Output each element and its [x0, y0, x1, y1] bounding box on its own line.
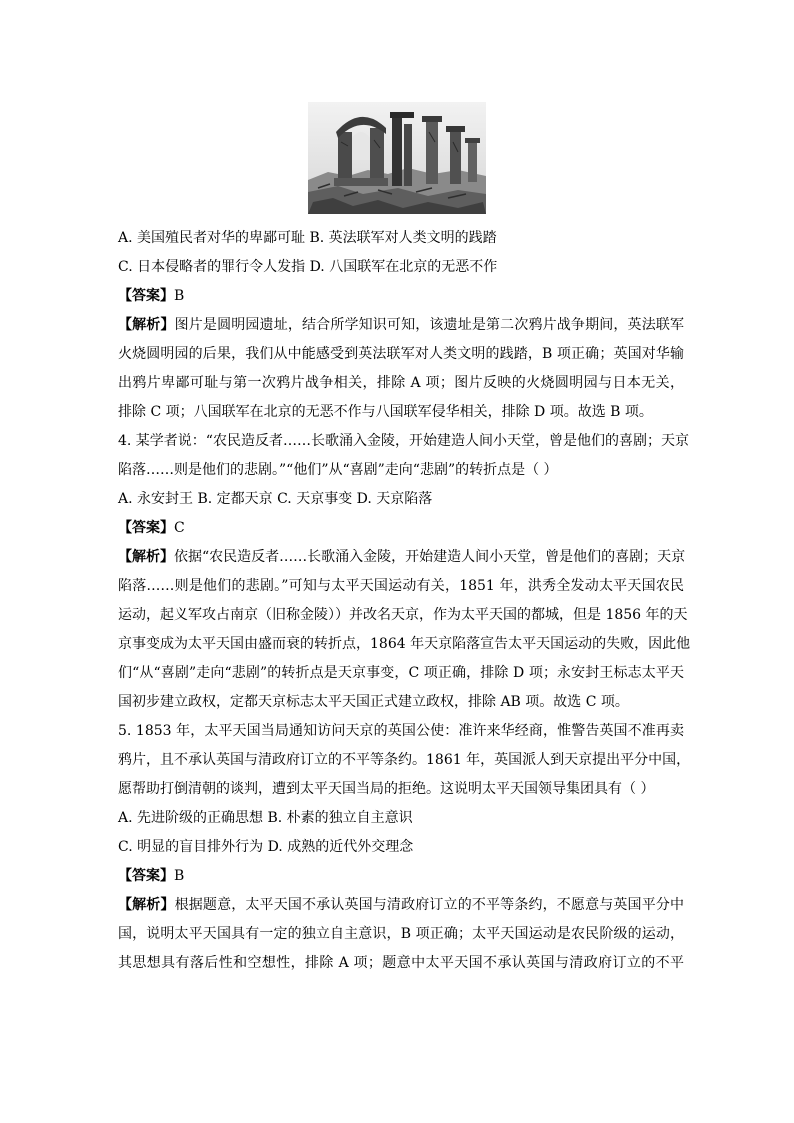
analysis-tag: 【解析】 [118, 317, 175, 333]
question-content [118, 224, 691, 978]
q3-analysis-line-2: 火烧圆明园的后果，我们从中能感受到英法联军对人类文明的践踏，B 项正确；英国对华输 [118, 346, 684, 362]
q3-options-line-1: A. 美国殖民者对华的卑鄙可耻 B. 英法联军对人类文明的践踏 [118, 230, 497, 246]
q4-analysis-line-2: 陷落……则是他们的悲剧。”可知与太平天国运动有关，1851 年，洪秀全发动太平天国农民 [118, 578, 684, 594]
analysis-text: 根据题意，太平天国不承认英国与清政府订立的不平等条约，不愿意与英国平分中 [174, 897, 685, 913]
q4-analysis-line-6: 国初步建立政权，定都天京标志太平天国正式建立政权，排除 AB 项。故选 C 项。 [118, 694, 629, 710]
answer-value: C [174, 520, 185, 536]
q3-analysis-line-3: 出鸦片卑鄙可耻与第一次鸦片战争相关，排除 A 项；图片反映的火烧圆明园与日本无关， [118, 375, 684, 391]
answer-value: B [174, 868, 185, 884]
q4-answer [118, 514, 684, 543]
q5-stem-line-2: 鸦片，且不承认英国与清政府订立的不平等条约。1861 年，英国派人到天京提出平分中国， [118, 752, 691, 768]
q5-stem-line-3: 愿帮助打倒清朝的谈判，遭到太平天国当局的拒绝。这说明太平天国领导集团具有（ ） [118, 781, 655, 797]
q3-analysis-line-4: 排除 C 项；八国联军在北京的无恶不作与八国联军侵华相关，排除 D 项。故选 B 项。 [118, 404, 653, 420]
q5-options-line-2: C. 明显的盲目排外行为 D. 成熟的近代外交理念 [118, 839, 414, 855]
analysis-tag: 【解析】 [118, 549, 174, 565]
q5-options-line-1: A. 先进阶级的正确思想 B. 朴素的独立自主意识 [118, 810, 413, 826]
answer-tag: 【答案】 [118, 520, 174, 536]
q4-analysis-line-3: 运动，起义军攻占南京（旧称金陵））并改名天京，作为太平天国的都城，但是 1856 年的天 [118, 607, 688, 623]
analysis-text: 图片是圆明园遗址，结合所学知识可知，该遗址是第二次鸦片战争期间，英法联军 [174, 317, 685, 333]
q4-analysis-line-5: 们“从“喜剧”走向“悲剧”的转折点是天京事变，C 项正确，排除 D 项；永安封王标志太平天 [118, 665, 684, 681]
analysis-text: 依据“农民造反者……长歌涌入金陵，开始建造人间小天堂，曾是他们的喜剧；天京 [174, 549, 686, 565]
answer-tag: 【答案】 [118, 288, 174, 304]
answer-tag: 【答案】 [118, 868, 174, 884]
q5-answer [118, 862, 684, 891]
q4-analysis-line-4: 京事变成为太平天国由盛而衰的转折点，1864 年天京陷落宣告太平天国运动的失败，因此他 [118, 636, 691, 652]
q3-answer [118, 282, 684, 311]
q5-analysis-line-1 [118, 891, 684, 920]
q4-options: A. 永安封王 B. 定都天京 C. 天京事变 D. 天京陷落 [118, 491, 433, 507]
q5-analysis-line-2: 国，说明太平天国具有一定的独立自主意识，B 项正确；太平天国运动是农民阶级的运动， [118, 926, 684, 942]
q4-stem-line-2: 陷落……则是他们的悲剧。”“他们”从“喜剧”走向“悲剧”的转折点是（ ） [118, 462, 558, 478]
analysis-tag: 【解析】 [118, 897, 175, 913]
ruins-photograph [308, 102, 486, 214]
q5-stem-line-1: 5. 1853 年，太平天国当局通知访问天京的英国公使：准许来华经商，惟警告英国不准再卖 [118, 723, 684, 739]
q3-analysis-line-1 [118, 311, 684, 340]
answer-value: B [174, 288, 185, 304]
q5-analysis-line-3: 其思想具有落后性和空想性，排除 A 项；题意中太平天国不承认英国与清政府订立的不平 [118, 955, 684, 971]
q3-options-line-2: C. 日本侵略者的罪行令人发指 D. 八国联军在北京的无恶不作 [118, 259, 498, 275]
q4-analysis-line-1 [118, 543, 684, 572]
q4-stem-line-1: 4. 某学者说：“农民造反者……长歌涌入金陵，开始建造人间小天堂，曾是他们的喜剧；天京 [118, 433, 689, 449]
